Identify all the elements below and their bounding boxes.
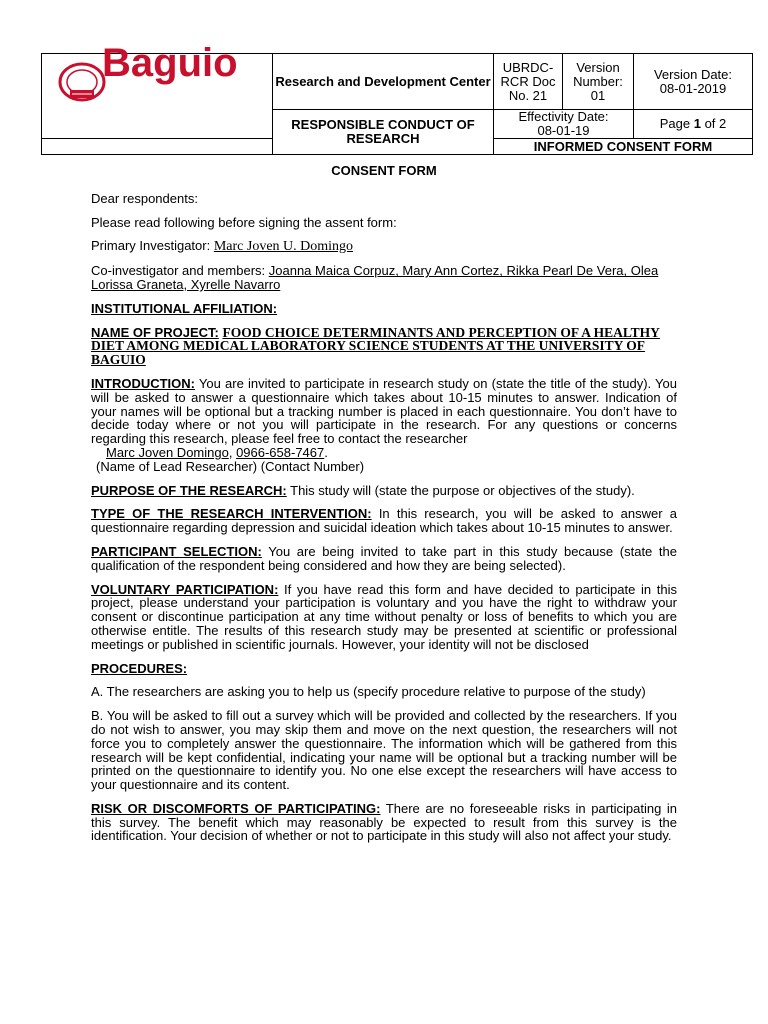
voluntary-text: If you have read this form and have decided to participate in this project, please understand your participation is voluntary and you have the right to withdraw your consent or discontinue participation at any time without penalty or loss of benefits to which you are otherwise entitle. The results of this research study may be presented at scientific or professional meetings or published in scientific journals. However, your identity will not be disclosed bbox=[91, 581, 677, 652]
logo-cell bbox=[42, 41, 273, 139]
risk-text: There are no foreseeable risks in participating in this survey. The benefit which may reasonably be expected to result from this survey is the identification. Your decision of whether or not to participate in this study will also not affect your study. bbox=[91, 800, 677, 844]
lead-researcher bbox=[91, 446, 677, 460]
affiliation-heading: INSTITUTIONAL AFFILIATION: bbox=[91, 300, 278, 316]
effectivity-date: 08-01-19 bbox=[537, 123, 590, 138]
doc-title: RESPONSIBLE CONDUCT OF RESEARCH bbox=[273, 110, 494, 155]
form-name: INFORMED CONSENT FORM bbox=[494, 139, 753, 155]
lead-caption: (Name of Lead Researcher) (Contact Number) bbox=[96, 458, 365, 474]
lead-end: . bbox=[324, 444, 328, 460]
primary-investigator bbox=[91, 239, 677, 254]
version-date-cell bbox=[634, 54, 753, 110]
project-name bbox=[91, 326, 677, 367]
participant-selection bbox=[91, 545, 677, 573]
instruction: Please read following before signing the assent form: bbox=[91, 214, 397, 230]
procedure-a: A. The researchers are asking you to help us (specify procedure relative to purpose of the study) bbox=[91, 684, 646, 700]
document-header-table bbox=[41, 41, 753, 155]
risk-discomforts bbox=[91, 802, 677, 843]
procedure-b: B. You will be asked to fill out a survey which will be provided and collected by the researchers. If you do not wish to answer, you may skip them and move on the next question, the researchers will not force you to completely answer the questionnaire. The information which will be gathered from this research will be kept confidential, indicating your name will be optional but a tracking number will be printed on the questionnaire to identify you. No one else except the researchers will have access to your questionnaire and its content. bbox=[91, 708, 677, 793]
lead-sep: , bbox=[228, 444, 237, 460]
version-date-label: Version Date: bbox=[653, 66, 733, 82]
purpose-label: PURPOSE OF THE RESEARCH: bbox=[91, 482, 287, 498]
pi-label: Primary Investigator: bbox=[91, 238, 214, 254]
consent-form-body bbox=[91, 164, 677, 853]
version-number: 01 bbox=[590, 87, 606, 103]
version-number-cell bbox=[563, 54, 634, 110]
university-logo bbox=[52, 41, 272, 112]
page-number: 1 bbox=[693, 116, 701, 131]
version-date: 08-01-2019 bbox=[659, 80, 727, 96]
greeting: Dear respondents: bbox=[91, 190, 198, 206]
project-label: NAME OF PROJECT: bbox=[91, 324, 219, 340]
center-name: Research and Development Center bbox=[273, 54, 494, 110]
page-cell bbox=[634, 110, 753, 139]
pi-name: Marc Joven U. Domingo bbox=[213, 239, 354, 255]
voluntary-participation bbox=[91, 583, 677, 652]
page-suffix: of 2 bbox=[704, 116, 727, 131]
procedures-heading: PROCEDURES: bbox=[91, 660, 188, 676]
logo-cell-bottom bbox=[42, 139, 273, 155]
introduction bbox=[91, 377, 677, 446]
effectivity-cell bbox=[494, 110, 634, 139]
form-title: CONSENT FORM bbox=[331, 163, 437, 178]
co-label: Co-investigator and members: bbox=[91, 263, 269, 279]
voluntary-label: VOLUNTARY PARTICIPATION: bbox=[91, 581, 279, 597]
effectivity-label: Effectivity Date: bbox=[518, 109, 609, 124]
co-investigators bbox=[91, 264, 677, 292]
co-names: Joanna Maica Corpuz, Mary Ann Cortez, Rikka Pearl De Vera, Olea Lorissa Graneta, Xyrelle Navarro bbox=[91, 263, 659, 292]
type-label: TYPE OF THE RESEARCH INTERVENTION: bbox=[91, 506, 372, 522]
intervention-type bbox=[91, 507, 677, 535]
logo-wordmark: Baguio bbox=[102, 41, 238, 85]
page-prefix: Page bbox=[659, 116, 691, 131]
type-text: In this research, you will be asked to answer a questionnaire regarding depression and suicidal ideation which takes about 10-15 minutes to answer. bbox=[91, 506, 677, 536]
lead-contact: 0966-658-7467 bbox=[236, 444, 325, 460]
lead-name: Marc Joven Domingo bbox=[106, 444, 229, 460]
intro-label: INTRODUCTION: bbox=[91, 375, 195, 391]
selection-text: You are being invited to take part in this study because (state the qualification of the respondent being considered and how they are being selected). bbox=[91, 543, 677, 573]
project-title: FOOD CHOICE DETERMINANTS AND PERCEPTION OF A HEALTHY DIET AMONG MEDICAL LABORATORY SCIENCE STUDENTS AT THE UNIVERSITY OF BAGUIO bbox=[91, 324, 660, 368]
risk-label: RISK OR DISCOMFORTS OF PARTICIPATING: bbox=[91, 800, 381, 816]
intro-text: You are invited to participate in research study on (state the title of the study). You will be asked to answer a questionnaire which takes about 10-15 minutes to answer. Indication of your names will be optional but a tracking number is placed in each questionnaire. You don’t have to decide today where or not you will participate in the research. For any questions or concerns regarding this research, please feel free to contact the researcher bbox=[91, 375, 677, 447]
purpose bbox=[91, 484, 677, 498]
purpose-text: This study will (state the purpose or objectives of the study). bbox=[286, 482, 635, 498]
version-number-label: Version Number: bbox=[573, 59, 623, 89]
selection-label: PARTICIPANT SELECTION: bbox=[91, 543, 262, 559]
doc-code: UBRDC-RCR Doc No. 21 bbox=[494, 54, 563, 110]
